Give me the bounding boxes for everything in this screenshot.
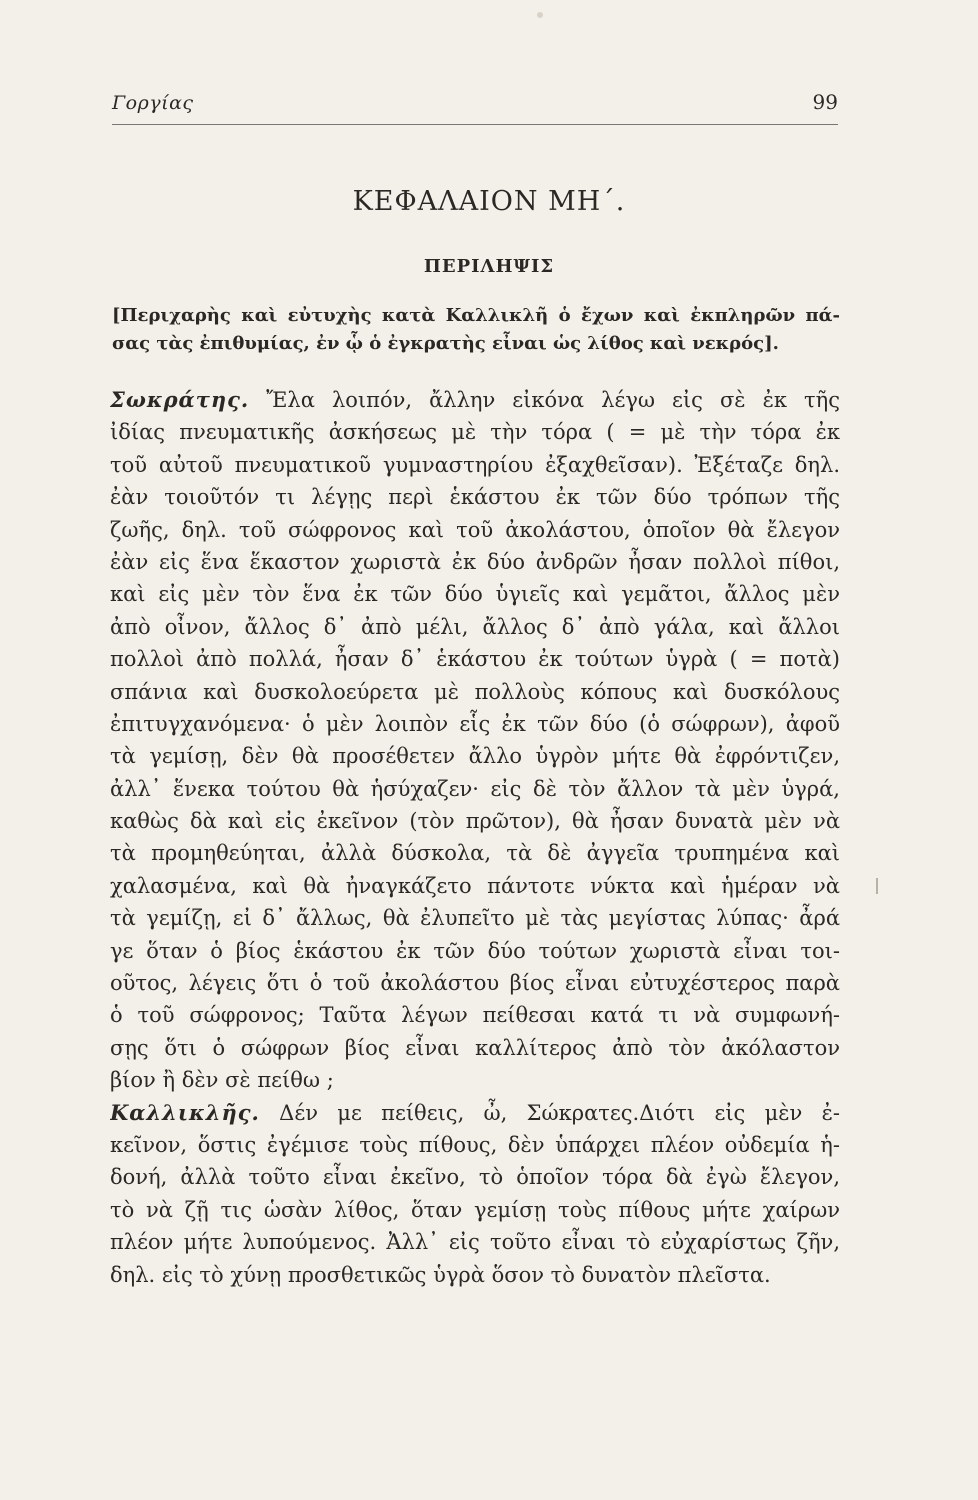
body-line: πολλοὶ ἀπὸ πολλά, ἦσαν δ᾽ ἑκάστου ἐκ τούτων ὑγρὰ ( = ποτὰ) — [110, 647, 840, 672]
body-line: ἀπὸ οἶνον, ἄλλος δ᾽ ἀπὸ μέλι, ἄλλος δ᾽ ἀπὸ γάλα, καὶ ἄλλοι — [110, 614, 840, 639]
margin-mark — [876, 878, 878, 894]
body-line: κεῖνον, ὅστις ἐγέμισε τοὺς πίθους, δὲν ὑπάρχει πλέον οὐδεμία ἡ- — [110, 1132, 840, 1157]
body-line: βίον ἢ δὲν σὲ πείθω ; — [110, 1068, 334, 1093]
chapter-title: ΚΕΦΑΛΑΙΟΝ ΜΗ΄. — [352, 186, 626, 217]
body-line: καθὼς δὰ καὶ εἰς ἐκεῖνον (τὸν πρῶτον), θὰ ἦσαν δυνατὰ μὲν νὰ — [110, 809, 840, 834]
body-line: τοῦ αὐτοῦ πνευματικοῦ γυμναστηρίου ἐξαχθεῖσαν). Ἐξέταζε δηλ. — [110, 452, 840, 477]
body-line: ἀλλ᾽ ἕνεκα τούτου θὰ ἡσύχαζεν· εἰς δὲ τὸν ἄλλον τὰ μὲν ὑγρά, — [110, 776, 840, 801]
body-line: τὰ γεμίσῃ, δὲν θὰ προσέθετεν ἄλλο ὑγρὸν μήτε θὰ ἐφρόντιζεν, — [110, 744, 840, 769]
body-line: τὰ προμηθεύηται, ἀλλὰ δύσκολα, τὰ δὲ ἀγγεῖα τρυπημένα καὶ — [110, 841, 840, 866]
running-header — [112, 92, 838, 125]
speaker-socrates: Σωκράτης. — [110, 387, 250, 412]
body-line: δηλ. εἰς τὸ χύνῃ προσθετικῶς ὑγρὰ ὅσον τὸ δυνατὸν πλεῖστα. — [110, 1262, 771, 1287]
chapter-summary — [112, 302, 840, 358]
body-line: τὰ γεμίζῃ, εἰ δ᾽ ἄλλως, θὰ ἐλυπεῖτο μὲ τὰς μεγίστας λύπας· ἆρά — [110, 906, 840, 931]
body-line: γε ὅταν ὁ βίος ἑκάστου ἐκ τῶν δύο τούτων χωριστὰ εἶναι τοι- — [110, 938, 840, 963]
body-line: ζωῆς, δηλ. τοῦ σώφρονος καὶ τοῦ ἀκολάστου, ὁποῖον θὰ ἔλεγον — [110, 517, 840, 542]
speaker-callicles: Καλλικλῆς. — [110, 1099, 260, 1125]
body-line — [110, 384, 840, 416]
body-line: ἰδίας πνευματικῆς ἀσκήσεως μὲ τὴν τόρα ( = μὲ τὴν τόρα ἐκ — [110, 420, 840, 445]
running-title: Γοργίας — [112, 92, 194, 114]
page-number: 99 — [812, 90, 838, 114]
body-line: οῦτος, λέγεις ὅτι ὁ τοῦ ἀκολάστου βίος εἶναι εὐτυχέστερος παρὰ — [110, 971, 840, 996]
section-title: ΠΕΡΙΛΗΨΙΣ — [423, 256, 555, 277]
body-line: ἐὰν τοιοῦτόν τι λέγῃς περὶ ἑκάστου ἐκ τῶν δύο τρόπων τῆς — [110, 485, 840, 510]
body-line: ὁ τοῦ σώφρονος; Ταῦτα λέγων πείθεσαι κατά τι νὰ συμφωνή- — [110, 1003, 840, 1028]
body-line: καὶ εἰς μὲν τὸν ἕνα ἐκ τῶν δύο ὑγιεῖς καὶ γεμᾶτοι, ἄλλος μὲν — [110, 582, 840, 607]
paper-stain — [537, 12, 543, 18]
body-line: χαλασμένα, καὶ θὰ ἠναγκάζετο πάντοτε νύκτα καὶ ἡμέραν νὰ — [110, 873, 840, 898]
body-line: πλέον μήτε λυπούμενος. Ἀλλ᾽ εἰς τοῦτο εἶναι τὸ εὐχαρίστως ζῆν, — [110, 1230, 840, 1255]
body-line: τὸ νὰ ζῇ τις ὡσὰν λίθος, ὅταν γεμίσῃ τοὺς πίθους μήτε χαίρων — [110, 1197, 840, 1222]
body-line: δονή, ἀλλὰ τοῦτο εἶναι ἐκεῖνο, τὸ ὁποῖον τόρα δὰ ἐγὼ ἔλεγον, — [110, 1165, 840, 1190]
summary-line: [Περιχαρὴς καὶ εὐτυχὴς κατὰ Καλλικλῆ ὁ ἔχων καὶ ἐκπληρῶν πά- — [112, 305, 840, 326]
body-line-text: Ἔλα λοιπόν, ἄλλην εἰκόνα λέγω εἰς σὲ ἐκ τῆς — [249, 388, 840, 412]
body-line: ἐὰν εἰς ἕνα ἕκαστον χωριστὰ ἐκ δύο ἀνδρῶν ἦσαν πολλοὶ πίθοι, — [110, 549, 840, 574]
summary-line: σας τὰς ἐπιθυμίας, ἐν ᾧ ὁ ἐγκρατὴς εἶναι ὡς λίθος καὶ νεκρός]. — [112, 333, 779, 354]
body-line: ἐπιτυγχανόμενα· ὁ μὲν λοιπὸν εἷς ἐκ τῶν δύο (ὁ σώφρων), ἀφοῦ — [110, 711, 840, 736]
body-line: σπάνια καὶ δυσκολοεύρετα μὲ πολλοὺς κόπους καὶ δυσκόλους — [110, 679, 840, 704]
body-text — [110, 384, 840, 1291]
body-line: σῃς ὅτι ὁ σώφρων βίος εἶναι καλλίτερος ἀπὸ τὸν ἀκόλαστον — [110, 1035, 840, 1060]
body-line-text: Δέν με πείθεις, ὦ, Σώκρατες.Διότι εἰς μὲν ἐ- — [259, 1100, 840, 1125]
body-line — [110, 1097, 840, 1129]
